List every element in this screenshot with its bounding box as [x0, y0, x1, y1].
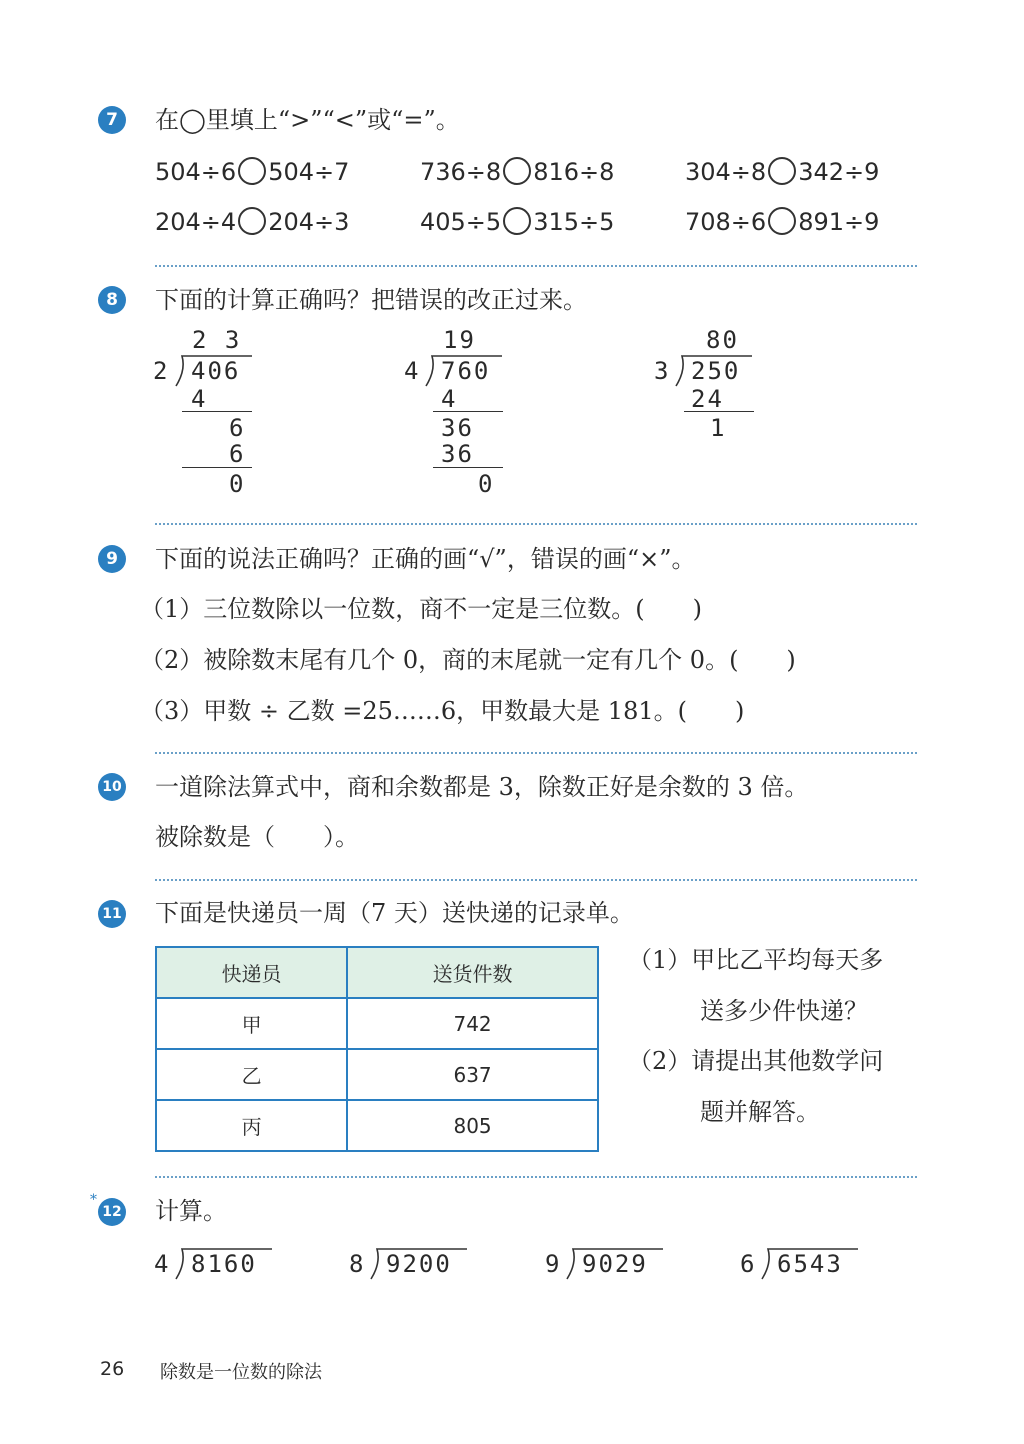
compare-left: 405÷5 — [420, 208, 502, 236]
section-divider — [155, 1176, 917, 1178]
count-cell: 637 — [347, 1049, 598, 1100]
answer-circle[interactable] — [238, 207, 266, 235]
sub-question-1-line-1: （1）甲比乙平均每天多 — [628, 946, 884, 974]
step-2: 1 — [710, 414, 727, 442]
divisor: 4 — [404, 357, 421, 385]
question-number-9: 9 — [98, 545, 126, 573]
statement-3: （3）甲数 ÷ 乙数 =25……6，甲数最大是 181。( ) — [140, 697, 745, 725]
question-number-7: 7 — [98, 106, 126, 134]
step-line — [433, 467, 503, 468]
dividend: 760 — [441, 357, 491, 385]
sub-question-1-line-2: 送多少件快递？ — [700, 997, 868, 1025]
compare-right: 504÷7 — [268, 158, 350, 186]
compare-row-1-col-2 — [420, 157, 614, 187]
step-1: 4 — [441, 385, 458, 413]
courier-cell: 乙 — [156, 1049, 347, 1100]
compare-right: 816÷8 — [533, 158, 615, 186]
question-number-8: 8 — [98, 286, 126, 314]
step-2: 36 — [441, 414, 474, 442]
dividend: 8160 — [191, 1250, 257, 1278]
compare-right: 891÷9 — [798, 208, 880, 236]
compare-left: 304÷8 — [685, 158, 767, 186]
dividend: 9029 — [582, 1250, 648, 1278]
statement-2: （2）被除数末尾有几个 0，商的末尾就一定有几个 0。( ) — [140, 646, 796, 674]
page-number: 26 — [100, 1358, 125, 1380]
courier-cell: 甲 — [156, 998, 347, 1049]
courier-cell: 丙 — [156, 1100, 347, 1151]
question-10-line-2: 被除数是（ ）。 — [155, 823, 359, 851]
question-7-text: 在◯里填上“>”“<”或“=”。 — [155, 106, 460, 134]
question-number-11: 11 — [98, 900, 126, 928]
section-divider — [155, 879, 917, 881]
step-3: 36 — [441, 440, 474, 468]
sub-question-2-line-1: （2）请提出其他数学问 — [628, 1047, 884, 1075]
question-12-text: 计算。 — [155, 1197, 227, 1225]
table-row — [156, 1100, 598, 1151]
quotient: 2 3 — [192, 326, 242, 354]
answer-circle[interactable] — [503, 157, 531, 185]
answer-circle[interactable] — [768, 207, 796, 235]
compare-right: 342÷9 — [798, 158, 880, 186]
delivery-record-table — [155, 946, 599, 1152]
answer-circle[interactable] — [238, 157, 266, 185]
quotient: 19 — [443, 326, 476, 354]
table-header-row — [156, 947, 598, 998]
compare-left: 736÷8 — [420, 158, 502, 186]
header-courier: 快递员 — [156, 947, 347, 998]
compare-row-1-col-3 — [685, 157, 879, 187]
divisor: 9 — [545, 1250, 562, 1278]
compare-left: 504÷6 — [155, 158, 237, 186]
question-11-text: 下面是快递员一周（7 天）送快递的记录单。 — [155, 899, 634, 927]
divisor: 6 — [740, 1250, 757, 1278]
step-line — [433, 411, 503, 412]
statement-1: （1）三位数除以一位数，商不一定是三位数。( ) — [140, 595, 702, 623]
step-3: 6 — [229, 440, 246, 468]
count-cell: 742 — [347, 998, 598, 1049]
count-cell: 805 — [347, 1100, 598, 1151]
answer-circle[interactable] — [768, 157, 796, 185]
divisor: 4 — [154, 1250, 171, 1278]
header-count: 送货件数 — [347, 947, 598, 998]
dividend: 9200 — [386, 1250, 452, 1278]
dividend: 250 — [691, 357, 741, 385]
answer-circle[interactable] — [503, 207, 531, 235]
compare-left: 204÷4 — [155, 208, 237, 236]
compare-row-1-col-1 — [155, 157, 349, 187]
section-divider — [155, 523, 917, 525]
step-line — [182, 411, 252, 412]
step-4: 0 — [229, 470, 246, 498]
dividend: 406 — [191, 357, 241, 385]
section-divider — [155, 265, 917, 267]
table-row — [156, 998, 598, 1049]
question-8-text: 下面的计算正确吗？把错误的改正过来。 — [155, 286, 587, 314]
dividend: 6543 — [777, 1250, 843, 1278]
section-divider — [155, 752, 917, 754]
compare-row-2-col-2 — [420, 207, 614, 237]
question-number-10: 10 — [98, 773, 126, 801]
optional-star: * — [90, 1192, 97, 1208]
divisor: 8 — [349, 1250, 366, 1278]
divisor: 3 — [654, 357, 671, 385]
step-4: 0 — [478, 470, 495, 498]
compare-right: 315÷5 — [533, 208, 615, 236]
step-1: 4 — [191, 385, 208, 413]
compare-row-2-col-1 — [155, 207, 349, 237]
quotient: 80 — [706, 326, 739, 354]
compare-left: 708÷6 — [685, 208, 767, 236]
question-10-line-1: 一道除法算式中，商和余数都是 3，除数正好是余数的 3 倍。 — [155, 773, 809, 801]
step-line — [684, 411, 754, 412]
sub-question-2-line-2: 题并解答。 — [700, 1098, 820, 1126]
table-row — [156, 1049, 598, 1100]
compare-right: 204÷3 — [268, 208, 350, 236]
divisor: 2 — [153, 357, 170, 385]
question-number-12: 12 — [98, 1198, 126, 1226]
step-line — [182, 467, 252, 468]
question-9-text: 下面的说法正确吗？正确的画“√”，错误的画“×”。 — [155, 545, 696, 573]
step-2: 6 — [229, 414, 246, 442]
chapter-title: 除数是一位数的除法 — [160, 1362, 322, 1383]
compare-row-2-col-3 — [685, 207, 879, 237]
step-1: 24 — [691, 385, 724, 413]
